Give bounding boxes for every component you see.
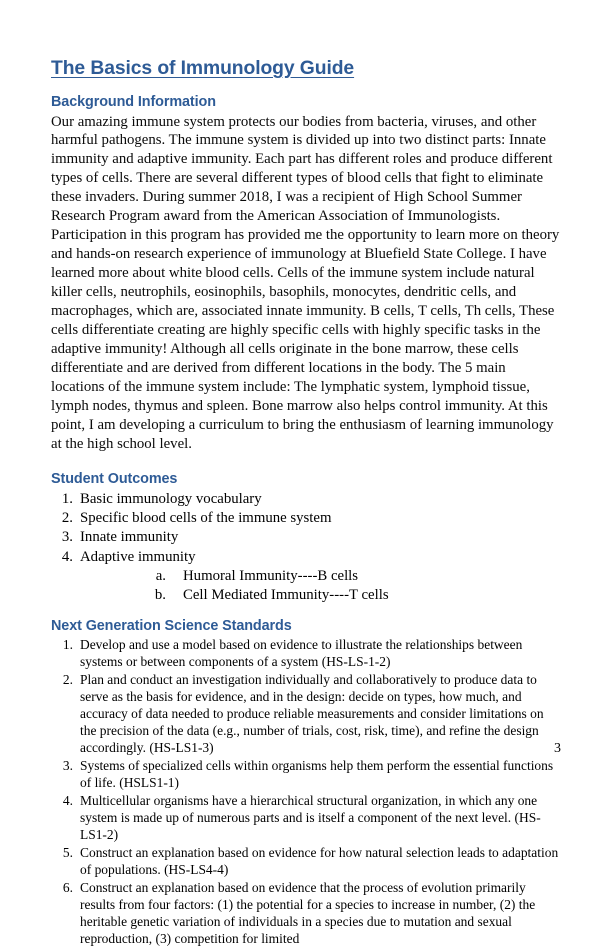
list-item-text: Specific blood cells of the immune system — [80, 509, 332, 526]
list-item — [152, 586, 561, 605]
list-marker: a. — [155, 567, 166, 584]
list-item — [51, 792, 561, 844]
list-item-text: Develop and use a model based on evidence to illustrate the relationships between systems or between components of a system (HS-LS-1-2) — [80, 636, 523, 670]
list-marker: 5. — [62, 845, 73, 860]
page-number: 3 — [554, 741, 561, 756]
list-item — [51, 528, 561, 547]
section-spacer — [51, 605, 561, 618]
section-spacer — [51, 454, 561, 471]
list-item — [51, 636, 561, 670]
list-marker: 1. — [62, 636, 73, 652]
list-marker: 2. — [62, 671, 73, 687]
section-heading-student-outcomes: Student Outcomes — [51, 471, 178, 488]
list-item — [152, 567, 561, 586]
list-item — [51, 548, 561, 567]
list-item-text: Cell Mediated Immunity----T cells — [183, 586, 389, 603]
list-item-text: Plan and conduct an investigation individually and collaboratively to produce data to serve as the basis for evidence, and in the design: decide on types, how much, and accuracy of data needed to produce reliable measurements and consider limitations on the precision of the data (e.g., number of trials, cost, risk, time), and refine the design accordingly. (HS-LS1-3) — [80, 671, 544, 756]
student-outcomes-list — [51, 490, 561, 567]
section-heading-background-information: Background Information — [51, 94, 216, 111]
list-marker: 3. — [61, 529, 73, 546]
page-title: The Basics of Immunology Guide — [51, 58, 355, 79]
list-item — [51, 879, 561, 948]
list-item-text: Systems of specialized cells within organisms help them perform the essential functions of life. (HSLS1-1) — [80, 758, 554, 791]
list-marker: 2. — [61, 509, 73, 526]
page-content — [51, 58, 561, 948]
list-item-text: Adaptive immunity — [80, 548, 196, 565]
section-heading-ngss: Next Generation Science Standards — [51, 617, 292, 634]
list-marker: 4. — [61, 548, 73, 565]
list-marker: 6. — [62, 879, 73, 895]
list-marker: 3. — [62, 758, 73, 774]
list-marker: b. — [154, 586, 166, 603]
list-item-text: Multicellular organisms have a hierarchical structural organization, in which any one system is made up of numerous parts and is itself a component of the next level. (HS-LS1-2) — [80, 792, 541, 843]
list-item-text: Basic immunology vocabulary — [80, 490, 262, 507]
list-item — [51, 844, 561, 878]
adaptive-immunity-sublist — [51, 567, 561, 605]
list-item-text: Construct an explanation based on evidence that the process of evolution primarily results from four factors: (1) the potential for a species to increase in number, (2) the heritable genetic variation of individuals in a species due to mutation and sexual reproduction, (3) competition for limited — [80, 879, 536, 947]
list-item-text: Construct an explanation based on evidence for how natural selection leads to adaptation of populations. (HS-LS4-4) — [80, 845, 559, 878]
list-item-text: Innate immunity — [80, 529, 179, 546]
background-information-paragraph: Our amazing immune system protects our bodies from bacteria, viruses, and other harmful pathogens. The immune system is divided up into two distinct parts: Innate immunity and adaptive immunity. Each part has different roles and produce different types of cells. There are several different types of blood cells that fight to eliminate these invaders. During summer 2018, I was a recipient of High School Summer Research Program award from the American Association of Immunologists. Participation in this program has provided me the opportunity to learn more on theory and hands-on research experience of immunology at Bluefield State College. I have learned more about white blood cells. Cells of the immune system include natural killer cells, neutrophils, eosinophils, basophils, monocytes, dendritic cells, and macrophages, which are, associated innate immunity. B cells, T cells, Th cells, These cells differentiate creating are highly specific cells with highly specific tasks in the adaptive immunity! Although all cells originate in the bone marrow, these cells differentiate and are derived from different locations in the body. The 5 main locations of the immune system include: The lymphatic system, lymphoid tissue, lymph nodes, thymus and spleen. Bone marrow also helps control immunity. At this point, I am developing a curriculum to bring the enthusiasm of learning immunology at the high school level. — [51, 113, 560, 453]
list-item — [51, 757, 561, 791]
list-item — [51, 490, 561, 509]
list-marker: 1. — [61, 490, 73, 507]
list-item — [51, 509, 561, 528]
list-marker: 4. — [62, 792, 73, 808]
list-item-text: Humoral Immunity----B cells — [183, 567, 359, 584]
